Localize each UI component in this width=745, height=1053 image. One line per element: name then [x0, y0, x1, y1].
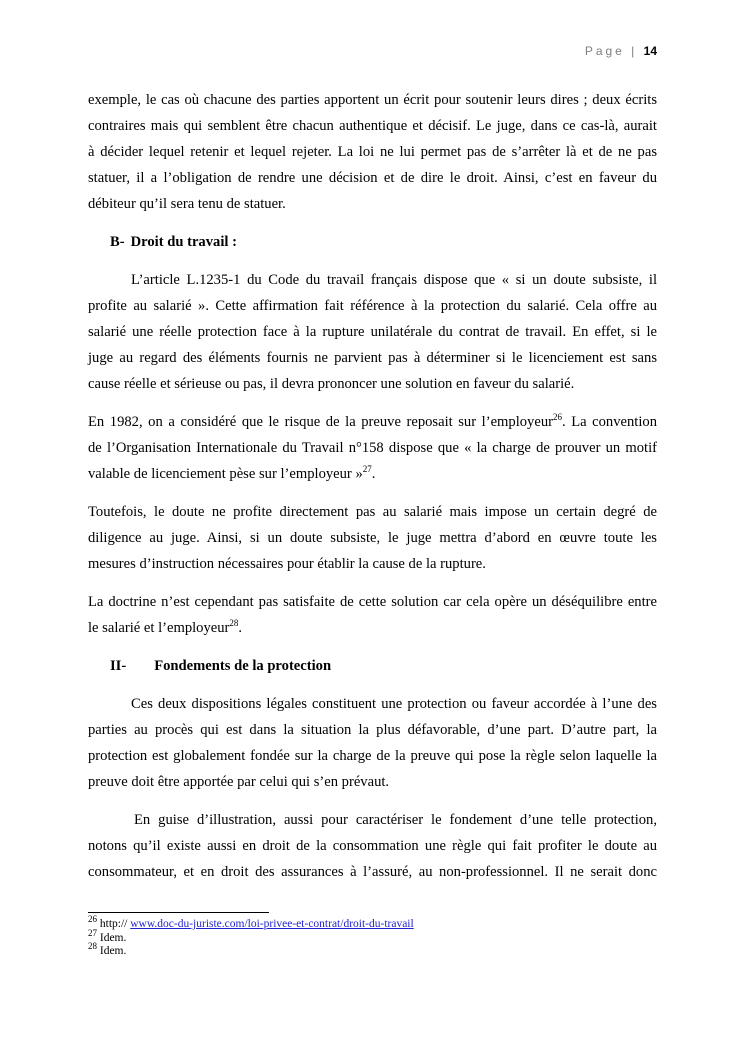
- section-heading: [88, 229, 657, 255]
- heading-number: II-: [110, 658, 127, 674]
- line-text: valable de licenciement pèse sur l’employeur »: [88, 466, 363, 482]
- text-line: [88, 461, 657, 487]
- footnote-text: Idem.: [99, 931, 127, 944]
- text-line: statuer, il a l’obligation de rendre une décision et de dire le droit. Ainsi, c’est en faveur du: [88, 170, 657, 186]
- text-line: Toutefois, le doute ne profite directement pas au salarié mais impose un certain degré de: [88, 504, 657, 520]
- text-line: preuve doit être apportée par celui qui s’en prévaut.: [88, 774, 390, 790]
- paragraph: [88, 807, 657, 885]
- text-line: juge au regard des éléments fournis ne parvient pas à déterminer si le licenciement est sans: [88, 350, 657, 366]
- section-heading: [88, 653, 657, 679]
- text-line: salarié une réelle protection face à la rupture unilatérale du contrat de travail. En effet, si le: [88, 324, 657, 340]
- text-line: [88, 615, 657, 641]
- page-header: Page | 14: [584, 44, 657, 58]
- text-line: La doctrine n’est cependant pas satisfaite de cette solution car cela opère un déséquilibre entre: [88, 594, 657, 610]
- text-line: mesures d’instruction nécessaires pour établir la cause de la rupture.: [88, 556, 486, 572]
- text-line: En guise d’illustration, aussi pour caractériser le fondement d’une telle protection,: [134, 812, 657, 828]
- paragraph: [88, 87, 657, 217]
- heading-text: Fondements de la protection: [154, 658, 332, 674]
- page-number: 14: [643, 44, 657, 58]
- text-line: cause réelle et sérieuse ou pas, il devra prononcer une solution en faveur du salarié.: [88, 376, 575, 392]
- line-text: le salarié et l’employeur: [88, 620, 230, 636]
- text-line: notons qu’il existe aussi en droit de la consommation une règle qui fait profiter le doute au: [88, 838, 657, 854]
- text-line: protection est globalement fondée sur la charge de la preuve qui pose la règle selon laquelle la: [88, 748, 657, 764]
- text-line: débiteur qu’il sera tenu de statuer.: [88, 196, 286, 212]
- paragraph: [88, 499, 657, 577]
- footnote-ref: 28: [229, 618, 239, 629]
- footnote-link[interactable]: www.doc-du-juriste.com/loi-privee-et-contrat/droit-du-travail: [130, 918, 414, 930]
- heading-number: B-: [110, 234, 125, 250]
- text-line: exemple, le cas où chacune des parties apportent un écrit pour soutenir leurs dires ; deux écrits: [88, 92, 657, 108]
- footnotes: [88, 914, 414, 959]
- text-line: de l’Organisation Internationale du Travail n°158 dispose que « la charge de prouver un motif: [88, 440, 657, 456]
- text-line: [88, 409, 657, 435]
- footnote-text: http://: [99, 918, 131, 930]
- text-line: consommateur, et en droit des assurances à l’assuré, au non-professionnel. Il ne serait donc: [88, 864, 657, 880]
- footnote: [88, 914, 414, 932]
- line-text: En 1982, on a considéré que le risque de la preuve reposait sur l’employeur: [88, 414, 553, 430]
- line-text: .: [238, 620, 243, 636]
- footnote-ref: 26: [552, 412, 562, 423]
- footnote-number: 28: [88, 941, 97, 952]
- text-line: Ces deux dispositions légales constituent une protection ou faveur accordée à l’une des: [131, 696, 657, 712]
- text-line: profite au salarié ». Cette affirmation fait référence à la protection du salarié. Cela offre au: [88, 298, 657, 314]
- footnote-number: 27: [88, 927, 97, 938]
- heading-text: Droit du travail :: [130, 234, 237, 250]
- document-body: [88, 87, 657, 897]
- footnote: [88, 941, 414, 959]
- text-line: L’article L.1235-1 du Code du travail français dispose que « si un doute subsiste, il: [131, 272, 657, 288]
- line-text: . La convention: [561, 414, 657, 430]
- footnote-ref: 27: [362, 464, 372, 475]
- page-label: Page: [584, 44, 625, 58]
- text-line: à décider lequel retenir et lequel rejeter. La loi ne lui permet pas de s’arrêter là et de ne pas: [88, 144, 657, 160]
- text-line: diligence au juge. Ainsi, si un doute subsiste, le juge mettra d’abord en œuvre toute les: [88, 530, 657, 546]
- footnote: [88, 927, 414, 946]
- paragraph: [88, 589, 657, 641]
- footnote-text: Idem.: [99, 945, 127, 957]
- paragraph: [88, 409, 657, 487]
- text-line: parties au procès qui est dans la situation la plus défavorable, d’une part. D’autre part, la: [88, 722, 657, 738]
- footnote-number: 26: [88, 914, 97, 925]
- text-line: contraires mais qui semblent être chacun authentique et décisif. Le juge, dans ce cas-là, aurait: [88, 118, 657, 134]
- footnote-separator: [88, 912, 269, 913]
- paragraph: [88, 691, 657, 795]
- paragraph: [88, 267, 657, 397]
- line-text: .: [371, 466, 376, 482]
